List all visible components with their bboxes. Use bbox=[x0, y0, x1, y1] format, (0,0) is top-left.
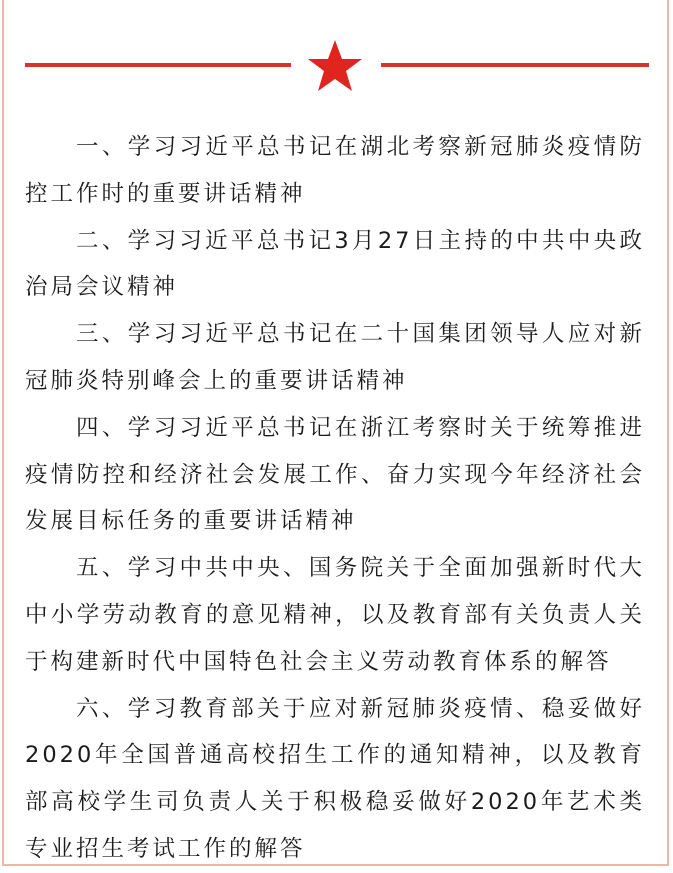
list-item: 六、学习教育部关于应对新冠肺炎疫情、稳妥做好2020年全国普通高校招生工作的通知精神，以及教育部高校学生司负责人关于积极稳妥做好2020年艺术类专业招生考试工作的解答 bbox=[25, 695, 645, 862]
header-rule-left bbox=[25, 63, 291, 67]
header-rule-right bbox=[381, 63, 649, 67]
list-item: 二、学习习近平总书记3月27日主持的中共中央政治局会议精神 bbox=[25, 227, 645, 301]
list-item: 一、学习习近平总书记在湖北考察新冠肺炎疫情防控工作时的重要讲话精神 bbox=[25, 134, 645, 207]
list-item: 四、学习习近平总书记在浙江考察时关于统筹推进疫情防控和经济社会发展工作、奋力实现今年经济社会发展目标任务的重要讲话精神 bbox=[25, 414, 645, 535]
list-item: 三、学习习近平总书记在二十国集团领导人应对新冠肺炎特别峰会上的重要讲话精神 bbox=[25, 321, 645, 394]
star-icon bbox=[305, 38, 365, 94]
list-item: 五、学习中共中央、国务院关于全面加强新时代大中小学劳动教育的意见精神，以及教育部有关负责人关于构建新时代中国特色社会主义劳动教育体系的解答 bbox=[25, 555, 645, 675]
study-list bbox=[25, 124, 645, 873]
